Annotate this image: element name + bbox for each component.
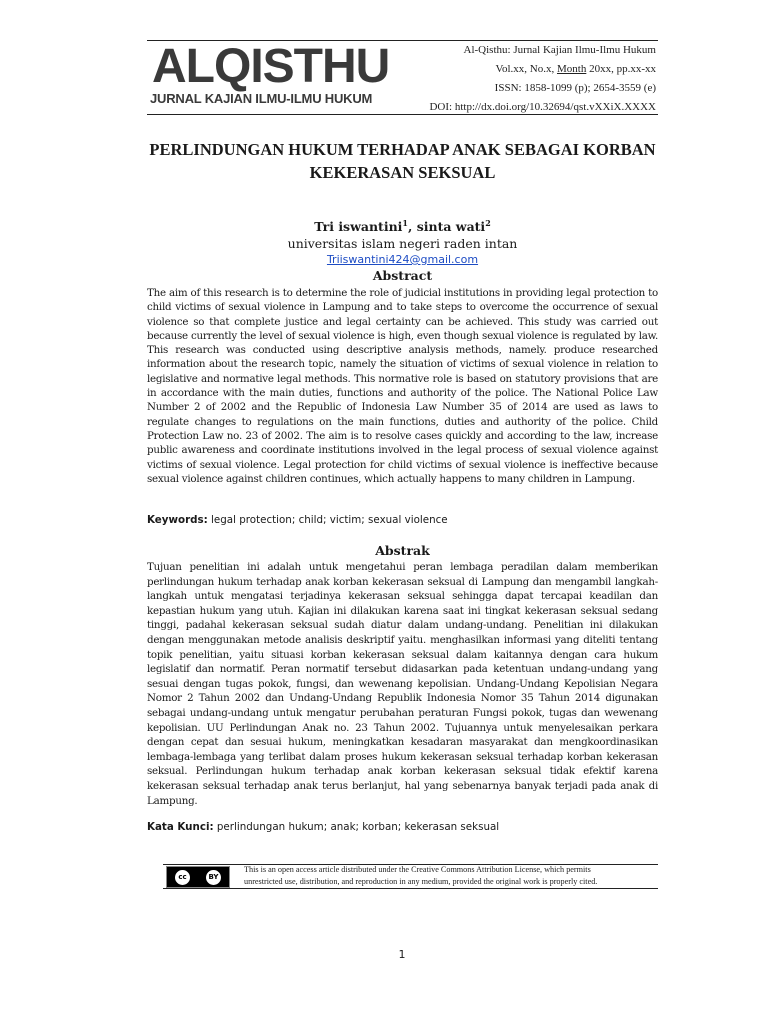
journal-issn: ISSN: 1858-1099 (p); 2654-3559 (e) [494,82,656,94]
header-rule-bottom [147,114,658,115]
cc-by-license-badge[interactable] [166,866,230,888]
attribution-icon: BY [206,870,221,885]
journal-name: Al-Qisthu: Jurnal Kajian Ilmu-Ilmu Hukum [463,44,656,56]
license-rule-bottom [163,888,658,889]
license-notice: This is an open access article distributed under the Creative Commons Attribution License, which permits unrestricted use, distribution, and reproduction in any medium, provided the original work is properly cited. [244,865,598,886]
author-list: Tri iswantini$^1$, sinta wati$^2$ [314,218,491,235]
author-name: Tri iswantini [314,219,403,235]
journal-volume: Vol.xx, No.x, Month 20xx, pp.xx-xx [495,63,656,75]
creative-commons-icon: cc [175,870,190,885]
keywords: Keywords: legal protection; child; victim; sexual violence [147,514,448,526]
author-name: sinta wati [416,219,486,235]
author-email-link[interactable]: Triiswantini424@gmail.com [326,253,479,266]
page-number: 1 [398,948,406,961]
abstrak-body: Tujuan penelitian ini adalah untuk mengetahui peran lembaga peradilan dalam memberikan perlindungan hukum terhadap anak korban kekerasan seksual di Lampung dan mengambil langkah-langkah untuk mengatasi terjadinya kekerasan seksual sehingga dapat tercapai keadilan dan kepastian hukum yang utuh. Kajian ini dilakukan karena saat ini tingkat kekerasan seksual sedang tinggi, padahal kekerasan seksual sudah diatur dalam undang-undang. Penelitian ini dilakukan dengan menggunakan metode analisis deskriptif yaitu. menghasilkan informasi yang diteliti tentang topik penelitian, yaitu situasi korban kekerasan seksual dalam kaitannya dengan cara hukum legislatif dan normatif. Peran normatif tersebut didasarkan pada ketentuan undang-undang yang sesuai dengan tugas pokok, fungsi, dan wewenang kepolisian. Undang-Undang Kepolisian Negara Nomor 2 Tahun 2002 dan Undang-Undang Republik Indonesia Nomor 35 Tahun 2014 digunakan sebagai undang-undang untuk mengatur perubahan peraturan Fungsi pokok, tugas dan wewenang kepolisian. UU Perlindungan Anak no. 23 Tahun 2002. Tujuannya untuk menyelesaikan perkara dengan cepat dan sesuai hukum, meningkatkan kesadaran masyarakat dan mengkoordinasikan lembaga-lembaga yang terlibat dalam proses hukum kekerasan seksual terhadap korban kekerasan seksual. Perlindungan hukum terhadap anak korban kekerasan seksual tidak efektif karena kekerasan seksual terhadap anak terus berlanjut, hal yang sebenarnya banyak terjadi pada anak di Lampung. [147,561,658,807]
abstrak-heading: Abstrak [375,543,430,558]
journal-doi: DOI: http://dx.doi.org/10.32694/qst.vXXiX.XXXX [429,101,656,113]
abstract-heading: Abstract [372,268,433,283]
logo-wordmark: ALQISTHU [152,40,390,93]
paper-title: PERLINDUNGAN HUKUM TERHADAP ANAK SEBAGAI KORBAN KEKERASAN SEKSUAL [149,140,656,182]
logo-subtitle: JURNAL KAJIAN ILMU-ILMU HUKUM [150,91,373,106]
journal-logo [148,40,390,109]
journal-info [429,41,656,117]
author-affiliation: universitas islam negeri raden intan [287,236,518,251]
abstract-body: The aim of this research is to determine the role of judicial institutions in providing legal protection to child victims of sexual violence in Lampung and to take steps to overcome the occurrence of sexual violence so that complete justice and legal certainty can be achieved. This study was carried out because currently the level of sexual violence is high, even though sexual violence is regulated by law. This research was conducted using descriptive analysis methods, namely. produce researched information about the research topic, namely the situation of victims of sexual violence in relation to legislative and normative legal methods. This normative role is based on statutory provisions that are in accordance with the main duties, functions and authority of the police. The National Police Law Number 2 of 2002 and the Republic of Indonesia Law Number 35 of 2014 are used as laws to regulate changes to regulations on the main functions, duties and authority of the police. Child Protection Law no. 23 of 2002. The aim is to resolve cases quickly and according to the law, increase public awareness and coordinate institutions involved in the legal process of sexual violence against victims of sexual violence. Legal protection for child victims of sexual violence is ineffective because sexual violence against children continues, which actually happens to many children in Lampung. [147,287,658,485]
kata-kunci: Kata Kunci: perlindungan hukum; anak; korban; kekerasan seksual [147,821,500,833]
